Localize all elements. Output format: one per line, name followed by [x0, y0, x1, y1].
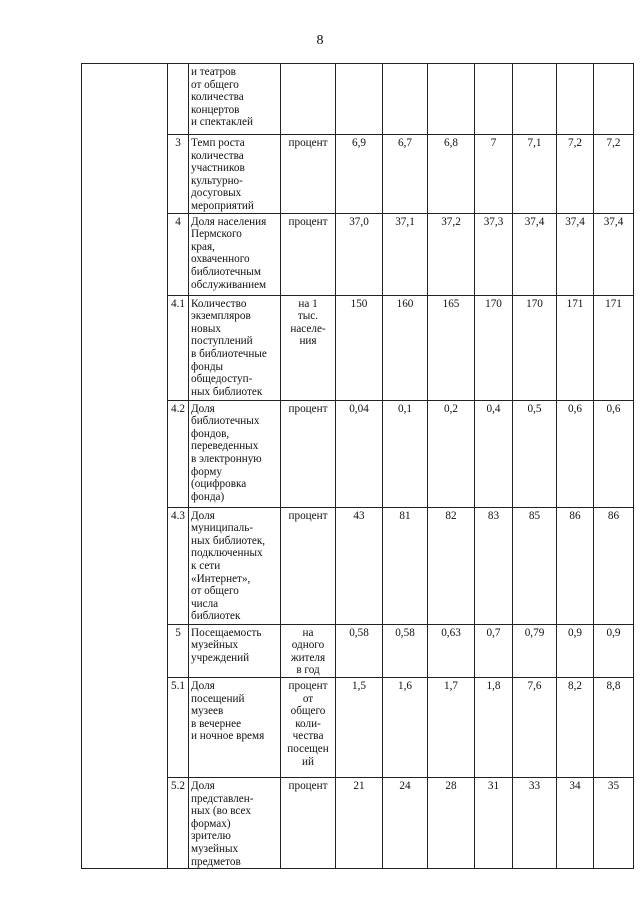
value-cell: 0,1: [383, 400, 428, 507]
row-number-cell: 4: [168, 213, 189, 295]
value-cell: [594, 64, 634, 135]
value-cell: 0,9: [594, 624, 634, 677]
value-cell: [428, 64, 475, 135]
value-cell: 8,2: [557, 677, 594, 777]
value-cell: 82: [428, 507, 475, 624]
value-cell: 0,58: [336, 624, 383, 677]
value-cell: 0,58: [383, 624, 428, 677]
value-cell: 86: [594, 507, 634, 624]
value-cell: 85: [513, 507, 557, 624]
value-cell: 37,2: [428, 213, 475, 295]
row-number-cell: 4.1: [168, 295, 189, 400]
value-cell: [336, 64, 383, 135]
value-cell: 21: [336, 777, 383, 868]
value-cell: 0,9: [557, 624, 594, 677]
value-cell: 0,4: [475, 400, 513, 507]
indicators-table: [81, 63, 634, 869]
page-number: 8: [316, 33, 324, 48]
value-cell: 160: [383, 295, 428, 400]
value-cell: 37,4: [594, 213, 634, 295]
blank-column-cell: [82, 64, 168, 869]
value-cell: 150: [336, 295, 383, 400]
unit-cell: процент: [281, 507, 336, 624]
value-cell: 0,2: [428, 400, 475, 507]
indicator-name-cell: Доля посещений музеев в вечернее и ночное время: [189, 677, 281, 777]
value-cell: 37,4: [513, 213, 557, 295]
value-cell: 6,8: [428, 135, 475, 214]
value-cell: 0,6: [594, 400, 634, 507]
table-row: [82, 64, 634, 135]
value-cell: 6,7: [383, 135, 428, 214]
value-cell: 170: [513, 295, 557, 400]
value-cell: 31: [475, 777, 513, 868]
value-cell: 0,79: [513, 624, 557, 677]
value-cell: 33: [513, 777, 557, 868]
value-cell: 37,1: [383, 213, 428, 295]
value-cell: 7,6: [513, 677, 557, 777]
value-cell: 0,04: [336, 400, 383, 507]
value-cell: 6,9: [336, 135, 383, 214]
value-cell: 0,7: [475, 624, 513, 677]
row-number-cell: 4.3: [168, 507, 189, 624]
value-cell: 8,8: [594, 677, 634, 777]
indicator-name-cell: Посещаемость музейных учреждений: [189, 624, 281, 677]
value-cell: 7,2: [594, 135, 634, 214]
unit-cell: процент: [281, 777, 336, 868]
value-cell: 171: [594, 295, 634, 400]
unit-cell: процент: [281, 213, 336, 295]
value-cell: 37,3: [475, 213, 513, 295]
indicator-name-cell: Количество экземпляров новых поступлений в библиотечные фонды общедоступ- ных библиотек: [189, 295, 281, 400]
value-cell: 1,5: [336, 677, 383, 777]
row-number-cell: 5: [168, 624, 189, 677]
value-cell: 0,5: [513, 400, 557, 507]
row-number-cell: 5.1: [168, 677, 189, 777]
row-number-cell: [168, 64, 189, 135]
row-number-cell: 3: [168, 135, 189, 214]
value-cell: 34: [557, 777, 594, 868]
value-cell: 35: [594, 777, 634, 868]
unit-cell: на одного жителя в год: [281, 624, 336, 677]
value-cell: 7,1: [513, 135, 557, 214]
value-cell: [475, 64, 513, 135]
indicator-name-cell: Темп роста количества участников культурно- досуговых мероприятий: [189, 135, 281, 214]
value-cell: 1,7: [428, 677, 475, 777]
value-cell: [513, 64, 557, 135]
value-cell: 43: [336, 507, 383, 624]
value-cell: 1,6: [383, 677, 428, 777]
value-cell: 0,63: [428, 624, 475, 677]
unit-cell: [281, 64, 336, 135]
unit-cell: процент от общего коли- чества посещен ий: [281, 677, 336, 777]
indicator-name-cell: Доля населения Пермского края, охваченного библиотечным обслуживанием: [189, 213, 281, 295]
value-cell: 165: [428, 295, 475, 400]
value-cell: [383, 64, 428, 135]
row-number-cell: 5.2: [168, 777, 189, 868]
value-cell: 7: [475, 135, 513, 214]
value-cell: 7,2: [557, 135, 594, 214]
indicator-name-cell: Доля представлен- ных (во всех формах) зрителю музейных предметов: [189, 777, 281, 868]
indicator-name-cell: Доля муниципаль- ных библиотек, подключенных к сети «Интернет», от общего числа библиотек: [189, 507, 281, 624]
value-cell: 28: [428, 777, 475, 868]
value-cell: 171: [557, 295, 594, 400]
value-cell: 0,6: [557, 400, 594, 507]
value-cell: 24: [383, 777, 428, 868]
value-cell: 1,8: [475, 677, 513, 777]
value-cell: 37,0: [336, 213, 383, 295]
value-cell: 83: [475, 507, 513, 624]
value-cell: 86: [557, 507, 594, 624]
indicator-name-cell: Доля библиотечных фондов, переведенных в электронную форму (оцифровка фонда): [189, 400, 281, 507]
value-cell: 37,4: [557, 213, 594, 295]
unit-cell: процент: [281, 400, 336, 507]
value-cell: 170: [475, 295, 513, 400]
row-number-cell: 4.2: [168, 400, 189, 507]
indicator-name-cell: и театров от общего количества концертов и спектаклей: [189, 64, 281, 135]
value-cell: [557, 64, 594, 135]
unit-cell: на 1 тыс. населе- ния: [281, 295, 336, 400]
unit-cell: процент: [281, 135, 336, 214]
value-cell: 81: [383, 507, 428, 624]
